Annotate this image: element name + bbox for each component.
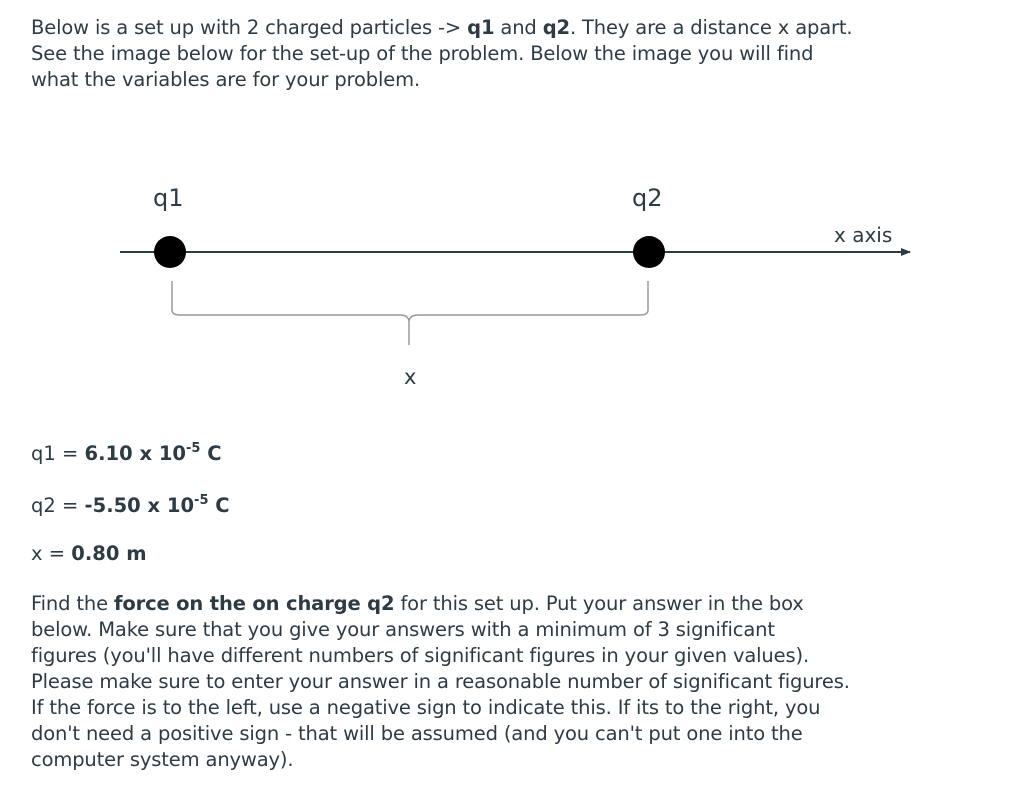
question-line-1: Find the force on the on charge q2 for this set up. Put your answer in the box bbox=[31, 592, 804, 615]
variable-q2: q2 = -5.50 x $10^{-5}$ C bbox=[31, 492, 230, 517]
intro-line-1: Below is a set up with 2 charged particles -> q1 and q2. They are a distance x apart. bbox=[31, 16, 853, 39]
question-emphasis: force on the on charge q2 bbox=[114, 592, 395, 615]
question-line-4: Please make sure to enter your answer in a reasonable number of significant figures. bbox=[31, 670, 850, 693]
variable-q1: q1 = 6.10 x $10^{-5}$ C bbox=[31, 440, 222, 465]
q1-value: 6.10 x $10^{-5}$ C bbox=[84, 440, 222, 465]
q2-value: -5.50 x $10^{-5}$ C bbox=[84, 492, 230, 517]
q2-emphasis: q2 bbox=[542, 16, 570, 39]
q2-exponent: -5 bbox=[194, 492, 209, 508]
q1-exponent: -5 bbox=[185, 440, 201, 456]
distance-brace bbox=[172, 281, 648, 345]
label-q2: q2 bbox=[632, 184, 663, 212]
intro-line-2: See the image below for the set-up of the problem. Below the image you will find bbox=[31, 42, 814, 65]
label-q1: q1 bbox=[153, 184, 184, 212]
question-paragraph bbox=[31, 591, 991, 773]
question-line-7: computer system anyway). bbox=[31, 748, 294, 771]
q1-emphasis: q1 bbox=[467, 16, 495, 39]
particle-q1 bbox=[154, 236, 186, 268]
variable-x: x = 0.80 m bbox=[31, 542, 147, 565]
question-line-6: don't need a positive sign - that will be assumed (and you can't put one into the bbox=[31, 722, 803, 745]
intro-line-3: what the variables are for your problem. bbox=[31, 68, 420, 91]
label-distance: x bbox=[404, 365, 417, 389]
charge-setup-diagram bbox=[110, 170, 930, 400]
intro-paragraph bbox=[31, 15, 991, 93]
question-line-2: below. Make sure that you give your answers with a minimum of 3 significant bbox=[31, 618, 775, 641]
question-line-5: If the force is to the left, use a negative sign to indicate this. If its to the right, you bbox=[31, 696, 821, 719]
x-value: 0.80 m bbox=[71, 542, 147, 565]
label-x-axis: x axis bbox=[834, 223, 893, 247]
particle-q2 bbox=[633, 236, 665, 268]
question-line-3: figures (you'll have different numbers of significant figures in your given values). bbox=[31, 644, 809, 667]
